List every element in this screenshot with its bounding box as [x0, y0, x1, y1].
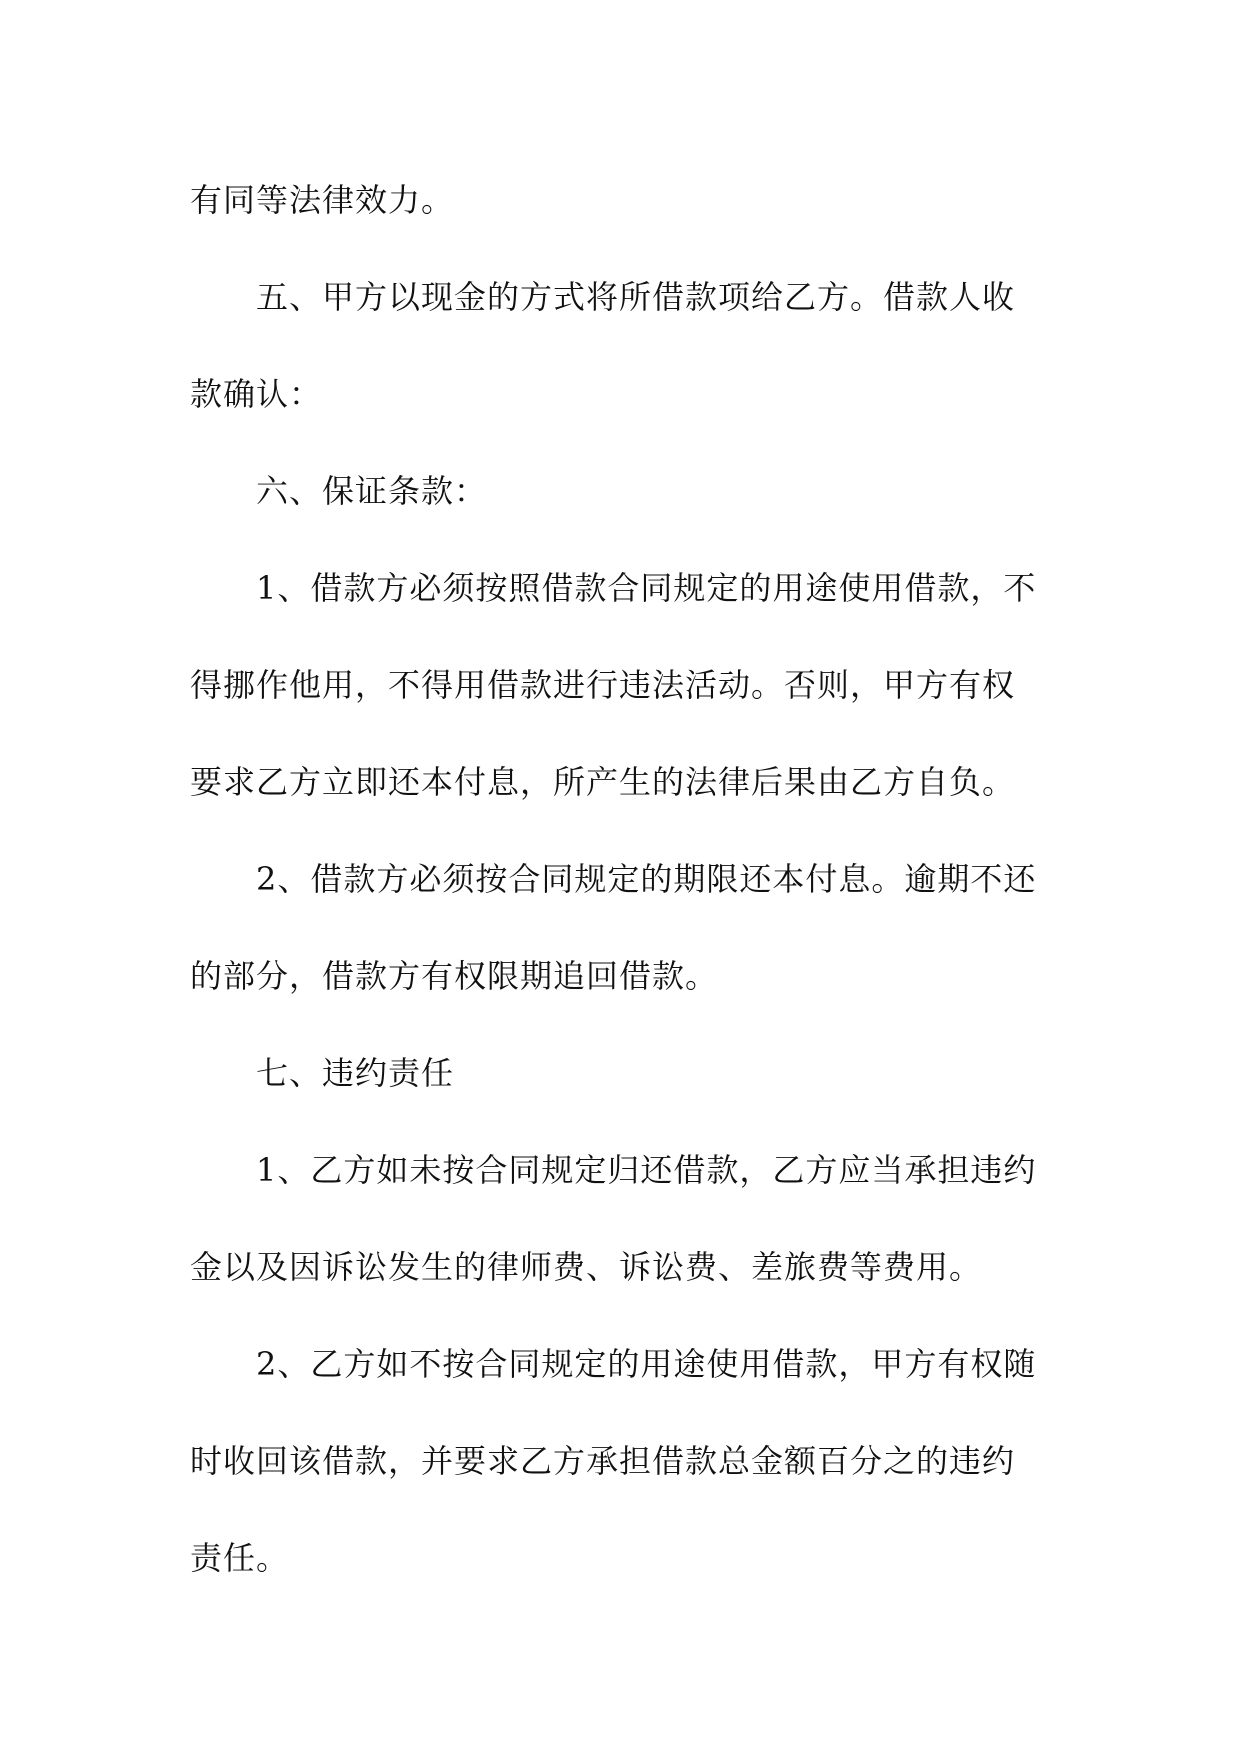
- text-line: 1、乙方如未按合同规定归还借款，乙方应当承担违约: [256, 1151, 1037, 1189]
- text-line: 有同等法律效力。: [190, 181, 455, 219]
- text-line: 时收回该借款，并要求乙方承担借款总金额百分之的违约: [190, 1442, 1016, 1480]
- text-line: 金以及因诉讼发生的律师费、诉讼费、差旅费等费用。: [190, 1248, 983, 1286]
- text-line: 1、借款方必须按照借款合同规定的用途使用借款，不: [256, 569, 1037, 607]
- text-line: 款确认：: [190, 375, 323, 413]
- text-line: 2、乙方如不按合同规定的用途使用借款，甲方有权随: [256, 1345, 1037, 1383]
- text-line: 得挪作他用，不得用借款进行违法活动。否则，甲方有权: [190, 666, 1016, 704]
- text-line: 五、甲方以现金的方式将所借款项给乙方。借款人收: [256, 278, 1016, 316]
- text-line: 要求乙方立即还本付息，所产生的法律后果由乙方自负。: [190, 763, 1016, 801]
- text-line: 2、借款方必须按合同规定的期限还本付息。逾期不还: [256, 860, 1037, 898]
- section-heading: 七、违约责任: [256, 1054, 455, 1092]
- section-heading: 六、保证条款：: [256, 472, 488, 510]
- text-line: 的部分，借款方有权限期追回借款。: [190, 957, 719, 995]
- text-line: 责任。: [190, 1539, 290, 1577]
